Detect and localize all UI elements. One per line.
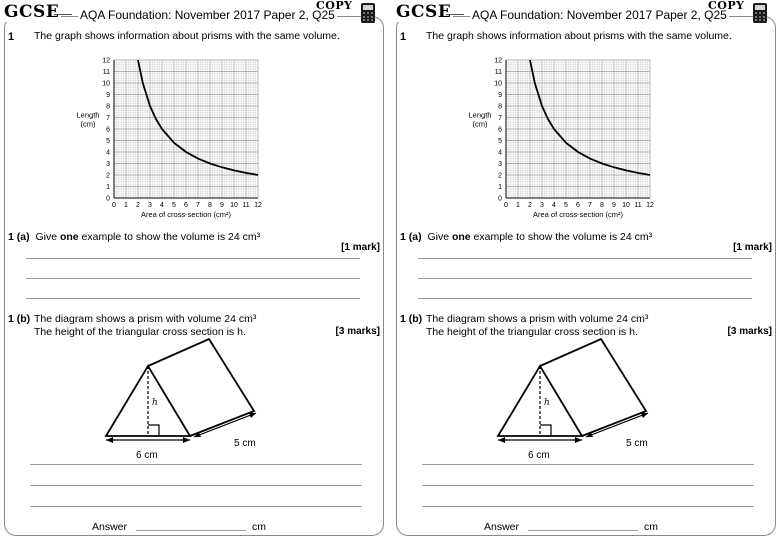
answer-label: Answer bbox=[92, 521, 128, 533]
y-tick-label: 7 bbox=[498, 115, 502, 122]
answer-input-line[interactable] bbox=[136, 530, 246, 531]
answer-line bbox=[26, 298, 360, 299]
copy-label: COPY bbox=[316, 0, 353, 12]
x-tick-label: 1 bbox=[516, 202, 520, 209]
x-tick-label: 10 bbox=[622, 202, 630, 209]
prism-graph bbox=[462, 50, 672, 220]
part-a-text-1: Give bbox=[427, 231, 452, 243]
question-intro: The graph shows information about prisms with the same volume. bbox=[34, 30, 340, 42]
part-a-text-1: Give bbox=[35, 231, 60, 243]
part-b-label: 1 (b) bbox=[400, 313, 423, 325]
y-tick-label: 9 bbox=[498, 92, 502, 99]
part-a-question bbox=[400, 231, 652, 243]
y-tick-label: 5 bbox=[498, 138, 502, 145]
answer-line bbox=[30, 485, 362, 486]
part-a-text-2: example to show the volume is 24 cm³ bbox=[78, 231, 261, 243]
y-tick-label: 2 bbox=[498, 172, 502, 180]
x-tick-label: 6 bbox=[576, 202, 580, 209]
x-tick-label: 0 bbox=[504, 202, 508, 209]
y-tick-label: 10 bbox=[494, 80, 502, 88]
part-b-label: 1 (b) bbox=[8, 313, 31, 325]
y-tick-label: 3 bbox=[498, 161, 502, 168]
answer-line bbox=[422, 485, 754, 486]
question-number: 1 bbox=[400, 31, 407, 43]
part-b-line-1: The diagram shows a prism with volume 24 cm³ bbox=[34, 313, 257, 325]
part-a-text-bold: one bbox=[451, 231, 471, 243]
base-label: 6 cm bbox=[528, 450, 550, 460]
x-tick-label: 6 bbox=[184, 202, 188, 209]
answer-line bbox=[418, 258, 752, 259]
x-tick-label: 12 bbox=[254, 202, 262, 209]
calculator-icon bbox=[752, 2, 768, 24]
part-b-marks: [3 marks] bbox=[335, 326, 380, 337]
x-tick-label: 1 bbox=[124, 202, 128, 209]
y-tick-label: 1 bbox=[498, 184, 502, 191]
source-title: AQA Foundation: November 2017 Paper 2, Q25 bbox=[472, 8, 727, 22]
y-tick-label: 6 bbox=[498, 126, 502, 134]
y-tick-label: 4 bbox=[106, 149, 110, 157]
question-intro: The graph shows information about prisms with the same volume. bbox=[426, 30, 732, 42]
y-tick-label: 0 bbox=[106, 195, 110, 203]
y-tick-label: 0 bbox=[498, 195, 502, 203]
height-label: h bbox=[152, 398, 158, 408]
y-tick-label: 3 bbox=[106, 161, 110, 168]
x-tick-label: 12 bbox=[646, 202, 654, 209]
y-tick-label: 9 bbox=[106, 92, 110, 99]
answer-label: Answer bbox=[484, 521, 520, 533]
prism-graph bbox=[70, 50, 280, 220]
base-label: 6 cm bbox=[136, 450, 158, 460]
part-a-question bbox=[8, 231, 260, 243]
x-tick-label: 8 bbox=[208, 202, 212, 209]
x-tick-label: 2 bbox=[528, 202, 532, 209]
chart-grid bbox=[506, 60, 650, 198]
y-tick-label: 11 bbox=[102, 69, 110, 76]
x-axis-label: Area of cross-section (cm²) bbox=[140, 210, 232, 219]
answer-line bbox=[418, 278, 752, 279]
part-a-label: 1 (a) bbox=[8, 231, 30, 243]
part-a-text-bold: one bbox=[59, 231, 79, 243]
y-axis-label: Length bbox=[468, 110, 492, 120]
answer-line bbox=[26, 278, 360, 279]
x-tick-label: 7 bbox=[196, 202, 200, 209]
x-tick-label: 10 bbox=[230, 202, 238, 209]
answer-line bbox=[30, 464, 362, 465]
y-tick-label: 4 bbox=[498, 149, 502, 157]
length-label: 5 cm bbox=[234, 438, 256, 449]
chart-grid bbox=[114, 60, 258, 198]
worksheet-card-right bbox=[392, 0, 778, 538]
x-tick-label: 2 bbox=[136, 202, 140, 209]
height-label: h bbox=[544, 398, 550, 408]
y-axis-label-unit: (cm) bbox=[472, 119, 488, 129]
source-title: AQA Foundation: November 2017 Paper 2, Q25 bbox=[80, 8, 335, 22]
x-axis-label: Area of cross-section (cm²) bbox=[532, 210, 624, 219]
header-divider bbox=[446, 14, 464, 15]
y-tick-label: 6 bbox=[106, 126, 110, 134]
question-number: 1 bbox=[8, 31, 15, 43]
y-axis-label-unit: (cm) bbox=[80, 119, 96, 129]
gcse-logo: GCSE bbox=[4, 2, 60, 22]
answer-line bbox=[26, 258, 360, 259]
x-tick-label: 4 bbox=[160, 202, 164, 209]
y-tick-label: 2 bbox=[106, 172, 110, 180]
y-tick-label: 12 bbox=[494, 57, 502, 65]
part-a-marks: [1 mark] bbox=[733, 242, 772, 253]
x-tick-label: 0 bbox=[112, 202, 116, 209]
y-tick-label: 8 bbox=[106, 103, 110, 111]
x-tick-label: 4 bbox=[552, 202, 556, 209]
worksheet-card-left bbox=[0, 0, 386, 538]
length-label: 5 cm bbox=[626, 438, 648, 449]
x-tick-label: 5 bbox=[564, 202, 568, 209]
part-b-marks: [3 marks] bbox=[727, 326, 772, 337]
copy-label: COPY bbox=[708, 0, 745, 12]
y-tick-label: 7 bbox=[106, 115, 110, 122]
prism-diagram bbox=[488, 336, 658, 460]
header-divider bbox=[54, 14, 72, 15]
answer-unit: cm bbox=[644, 521, 658, 533]
x-tick-label: 7 bbox=[588, 202, 592, 209]
y-tick-label: 1 bbox=[106, 184, 110, 191]
x-tick-label: 9 bbox=[220, 202, 224, 209]
y-tick-label: 8 bbox=[498, 103, 502, 111]
x-tick-label: 11 bbox=[242, 202, 250, 209]
x-tick-label: 3 bbox=[148, 202, 152, 209]
part-b-line-2: The height of the triangular cross section is h. bbox=[34, 326, 246, 338]
answer-unit: cm bbox=[252, 521, 266, 533]
x-tick-label: 5 bbox=[172, 202, 176, 209]
answer-input-line[interactable] bbox=[528, 530, 638, 531]
part-b-line-1: The diagram shows a prism with volume 24 cm³ bbox=[426, 313, 649, 325]
x-tick-label: 11 bbox=[634, 202, 642, 209]
answer-line bbox=[418, 298, 752, 299]
y-tick-label: 10 bbox=[102, 80, 110, 88]
gcse-logo: GCSE bbox=[396, 2, 452, 22]
x-tick-label: 3 bbox=[540, 202, 544, 209]
x-tick-label: 9 bbox=[612, 202, 616, 209]
calculator-icon bbox=[360, 2, 376, 24]
part-b-line-2: The height of the triangular cross section is h. bbox=[426, 326, 638, 338]
prism-diagram bbox=[96, 336, 266, 460]
y-tick-label: 11 bbox=[494, 69, 502, 76]
y-tick-label: 5 bbox=[106, 138, 110, 145]
answer-line bbox=[422, 506, 754, 507]
answer-line bbox=[422, 464, 754, 465]
answer-line bbox=[30, 506, 362, 507]
part-a-marks: [1 mark] bbox=[341, 242, 380, 253]
y-axis-label: Length bbox=[76, 110, 100, 120]
part-a-text-2: example to show the volume is 24 cm³ bbox=[470, 231, 653, 243]
x-tick-label: 8 bbox=[600, 202, 604, 209]
y-tick-label: 12 bbox=[102, 57, 110, 65]
part-a-label: 1 (a) bbox=[400, 231, 422, 243]
